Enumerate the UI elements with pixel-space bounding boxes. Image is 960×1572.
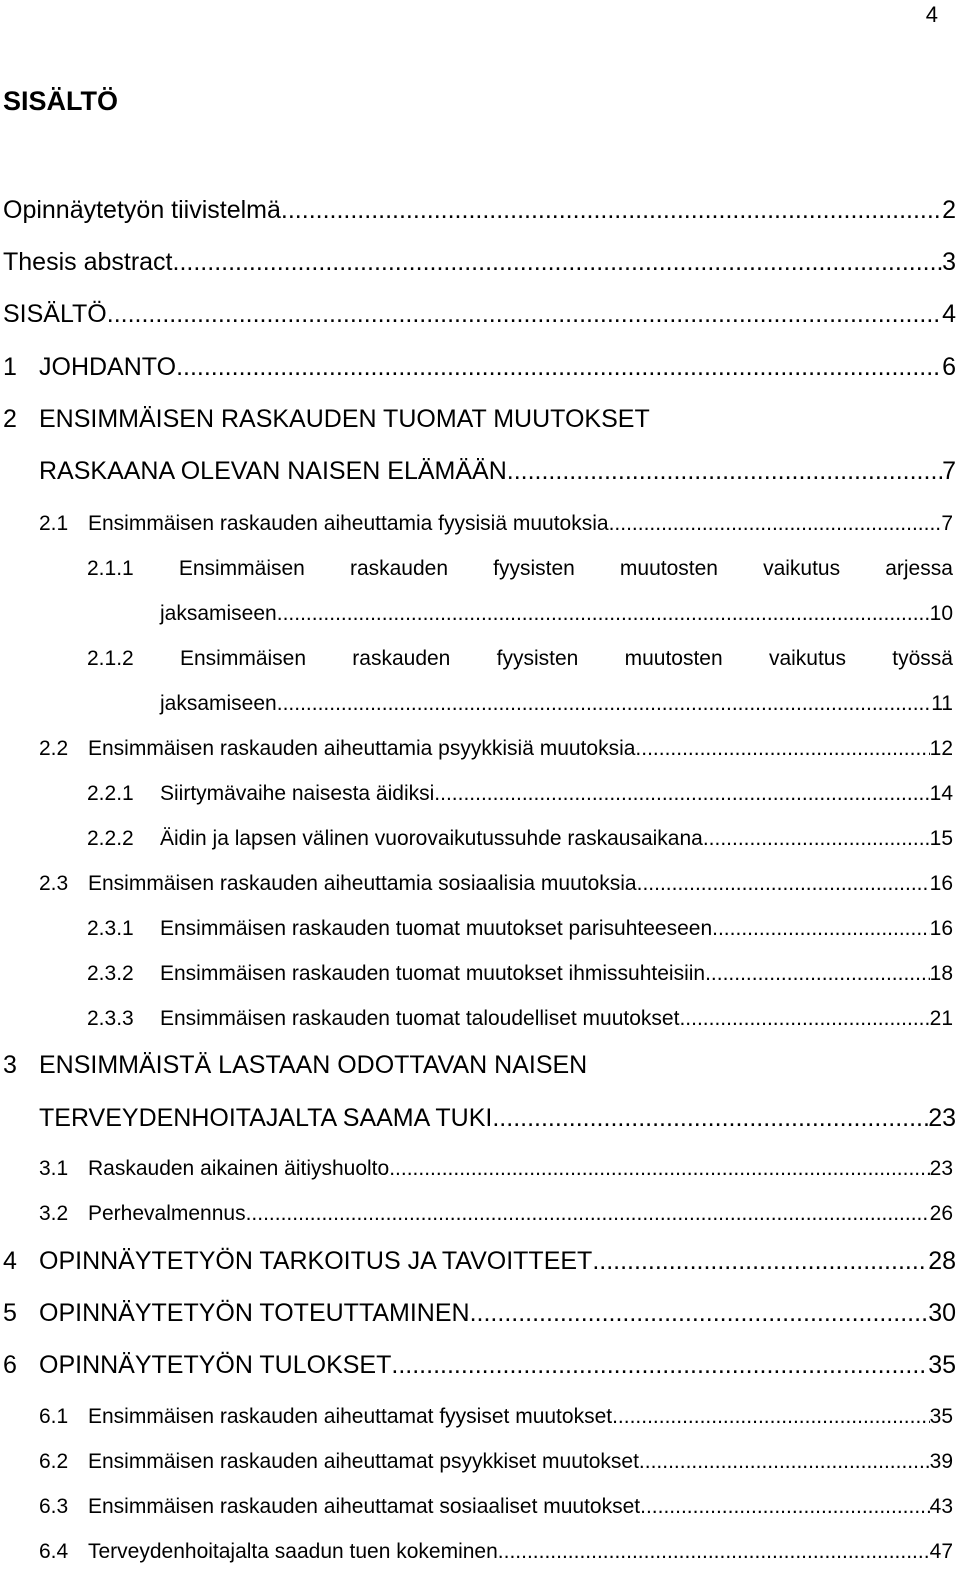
toc-entry-number: 5 [3,1299,17,1327]
toc-entry-title-line2: jaksamiseen [160,602,277,625]
toc-entry-number: 2.3.1 [87,917,134,940]
toc-entry[interactable] [39,1450,953,1474]
toc-entry[interactable] [3,353,956,382]
dot-leader [173,248,943,277]
toc-entry-title: Ensimmäisen raskauden aiheuttamat psyykkiset muutokset [88,1450,639,1473]
toc-entry-title-line2: RASKAANA OLEVAN NAISEN ELÄMÄÄN [39,457,507,485]
dot-leader [391,1351,928,1380]
toc-entry-number: 2.1 [39,512,69,535]
toc-entry[interactable] [3,1247,956,1276]
toc-entry[interactable] [39,1540,953,1564]
toc-entry-page: 3 [942,248,956,276]
toc-entry-word: muutosten [624,647,723,670]
toc-entry-word: vaikutus [768,647,846,670]
dot-leader [281,196,942,225]
toc-entry-page: 35 [928,1351,956,1379]
toc-entry-page: 26 [929,1202,953,1225]
toc-entry-page: 7 [941,512,953,535]
toc-entry[interactable] [39,1495,953,1519]
toc-entry-page: 6 [942,353,956,381]
toc-entry[interactable] [3,405,650,434]
toc-entry-title: Opinnäytetyön tiivistelmä [3,196,281,224]
toc-entry-number: 2.1.1 [87,557,134,580]
dot-leader [507,457,942,486]
toc-entry-title: Ensimmäisen raskauden aiheuttamia psyykkisiä muutoksia [88,737,636,760]
toc-entry-number: 6.2 [39,1450,69,1473]
dot-leader [592,1247,928,1276]
toc-entry-title: Siirtymävaihe naisesta äidiksi [160,782,435,805]
toc-entry-number: 6.3 [39,1495,69,1518]
toc-entry-number: 4 [3,1247,17,1275]
toc-entry-word: vaikutus [763,557,841,580]
toc-entry[interactable] [39,1405,953,1429]
dot-leader [703,827,930,851]
toc-entry-continuation[interactable] [39,1104,956,1133]
toc-entry-number: 2.3.3 [87,1007,134,1030]
toc-entry-number: 3 [3,1051,17,1079]
toc-entry-word: Ensimmäisen [179,647,307,670]
dot-leader [705,962,930,986]
toc-entry-page: 12 [929,737,953,760]
toc-entry-number: 2.3 [39,872,69,895]
toc-entry-page: 23 [928,1104,956,1132]
toc-entry-page: 35 [929,1405,953,1428]
toc-entry[interactable] [87,647,953,671]
toc-entry[interactable] [3,196,956,225]
dot-leader [712,917,930,941]
toc-entry[interactable] [87,962,953,986]
toc-entry[interactable] [39,1202,953,1226]
toc-entry-title: SISÄLTÖ [3,300,107,328]
toc-entry-number: 2.2 [39,737,69,760]
toc-entry-title: Perhevalmennus [88,1202,246,1225]
toc-entry-title: OPINNÄYTETYÖN TARKOITUS JA TAVOITTEET [39,1247,593,1275]
toc-entry-number: 2.1.2 [87,647,134,670]
toc-entry[interactable] [3,300,956,329]
dot-leader [277,602,930,626]
toc-entry-word: muutosten [619,557,718,580]
toc-entry-word: Ensimmäisen [178,557,305,580]
dot-leader [640,1495,930,1519]
toc-entry-title: Ensimmäisen raskauden tuomat muutokset parisuhteeseen [160,917,713,940]
toc-entry-number: 6.4 [39,1540,69,1563]
toc-entry-title: Äidin ja lapsen välinen vuorovaikutussuhde raskausaikana [160,827,703,850]
toc-entry-continuation[interactable] [39,457,956,486]
toc-entry-number: 2.2.2 [87,827,134,850]
toc-entry-number: 6 [3,1351,17,1379]
dot-leader [492,1104,928,1133]
toc-entry-title: Ensimmäisen raskauden aiheuttamat fyysiset muutokset [88,1405,613,1428]
toc-entry-page: 21 [929,1007,953,1030]
dot-leader [639,1450,930,1474]
toc-entry[interactable] [3,248,956,277]
toc-entry-page: 23 [929,1157,953,1180]
toc-entry-page: 16 [929,872,953,895]
dot-leader [635,737,929,761]
toc-entry-page: 2 [942,196,956,224]
toc-entry-page: 43 [929,1495,953,1518]
toc-entry[interactable] [87,917,953,941]
dot-leader [470,1299,929,1328]
toc-entry-title-line2: TERVEYDENHOITAJALTA SAAMA TUKI [39,1104,493,1132]
dot-leader [246,1202,930,1226]
dot-leader [107,300,942,329]
toc-entry-title-line1: ENSIMMÄISTÄ LASTAAN ODOTTAVAN NAISEN [39,1051,588,1079]
page-title: SISÄLTÖ [3,86,119,116]
toc-entry-word: arjessa [885,557,953,580]
dot-leader [277,692,931,716]
toc-entry-page: 39 [929,1450,953,1473]
toc-entry-word: raskauden [349,557,449,580]
dot-leader [612,1405,930,1429]
toc-entry-page: 47 [929,1540,953,1563]
toc-entry-page: 7 [942,457,956,485]
toc-entry-page: 4 [942,300,956,328]
dot-leader [389,1157,929,1181]
page-number: 4 [925,2,938,27]
dot-leader [176,353,942,382]
toc-entry-page: 15 [929,827,953,850]
toc-entry[interactable] [87,782,953,806]
toc-entry-number: 2.2.1 [87,782,134,805]
toc-entry-word: fyysisten [493,557,575,580]
dot-leader [498,1540,930,1564]
toc-entry-word: raskauden [352,647,451,670]
toc-entry-word: työssä [892,647,953,670]
toc-entry-page: 11 [931,692,953,715]
toc-entry-page: 18 [929,962,953,985]
dot-leader [637,872,930,896]
toc-entry-continuation[interactable] [160,692,953,716]
toc-entry-number: 3.2 [39,1202,69,1225]
dot-leader [434,782,929,806]
toc-entry[interactable] [39,512,953,536]
toc-entry[interactable] [87,557,953,581]
toc-entry-page: 16 [929,917,953,940]
dot-leader [679,1007,929,1031]
toc-entry[interactable] [39,1157,953,1181]
toc-entry-number: 6.1 [39,1405,69,1428]
toc-entry[interactable] [39,737,953,761]
toc-entry[interactable] [39,872,953,896]
toc-entry-number: 1 [3,353,17,381]
toc-entry-title-line1: ENSIMMÄISEN RASKAUDEN TUOMAT MUUTOKSET [39,405,650,433]
toc-entry-word: fyysisten [496,647,579,670]
toc-entry-title-line2: jaksamiseen [160,692,277,715]
toc-entry-number: 2.3.2 [87,962,134,985]
toc-entry-title: Ensimmäisen raskauden aiheuttamia sosiaalisia muutoksia [88,872,637,895]
toc-entry-title: Terveydenhoitajalta saadun tuen kokeminen [88,1540,498,1563]
toc-entry-title: Ensimmäisen raskauden aiheuttamia fyysisiä muutoksia [88,512,609,535]
toc-entry[interactable] [87,1007,953,1031]
toc-entry-number: 3.1 [39,1157,69,1180]
toc-entry-page: 30 [928,1299,956,1327]
toc-entry-title: Ensimmäisen raskauden aiheuttamat sosiaaliset muutokset [88,1495,641,1518]
toc-entry-title: OPINNÄYTETYÖN TULOKSET [39,1351,392,1379]
toc-entry[interactable] [3,1351,956,1380]
toc-entry-title: Ensimmäisen raskauden tuomat taloudelliset muutokset [160,1007,680,1030]
toc-entry-page: 10 [929,602,953,625]
toc-entry-page: 14 [929,782,953,805]
toc-entry-title: Raskauden aikainen äitiyshuolto [88,1157,390,1180]
toc-entry-title: OPINNÄYTETYÖN TOTEUTTAMINEN [39,1299,470,1327]
toc-entry-title: Thesis abstract [3,248,173,276]
toc-entry-title: Ensimmäisen raskauden tuomat muutokset ihmissuhteisiin [160,962,706,985]
toc-entry-number: 2 [3,405,17,433]
toc-entry[interactable] [3,1299,956,1328]
toc-entry-page: 28 [928,1247,956,1275]
toc-entry[interactable] [87,827,953,851]
toc-entry[interactable] [3,1051,587,1080]
toc-entry-continuation[interactable] [160,602,953,626]
toc-entry-title: JOHDANTO [39,353,177,381]
dot-leader [609,512,942,536]
